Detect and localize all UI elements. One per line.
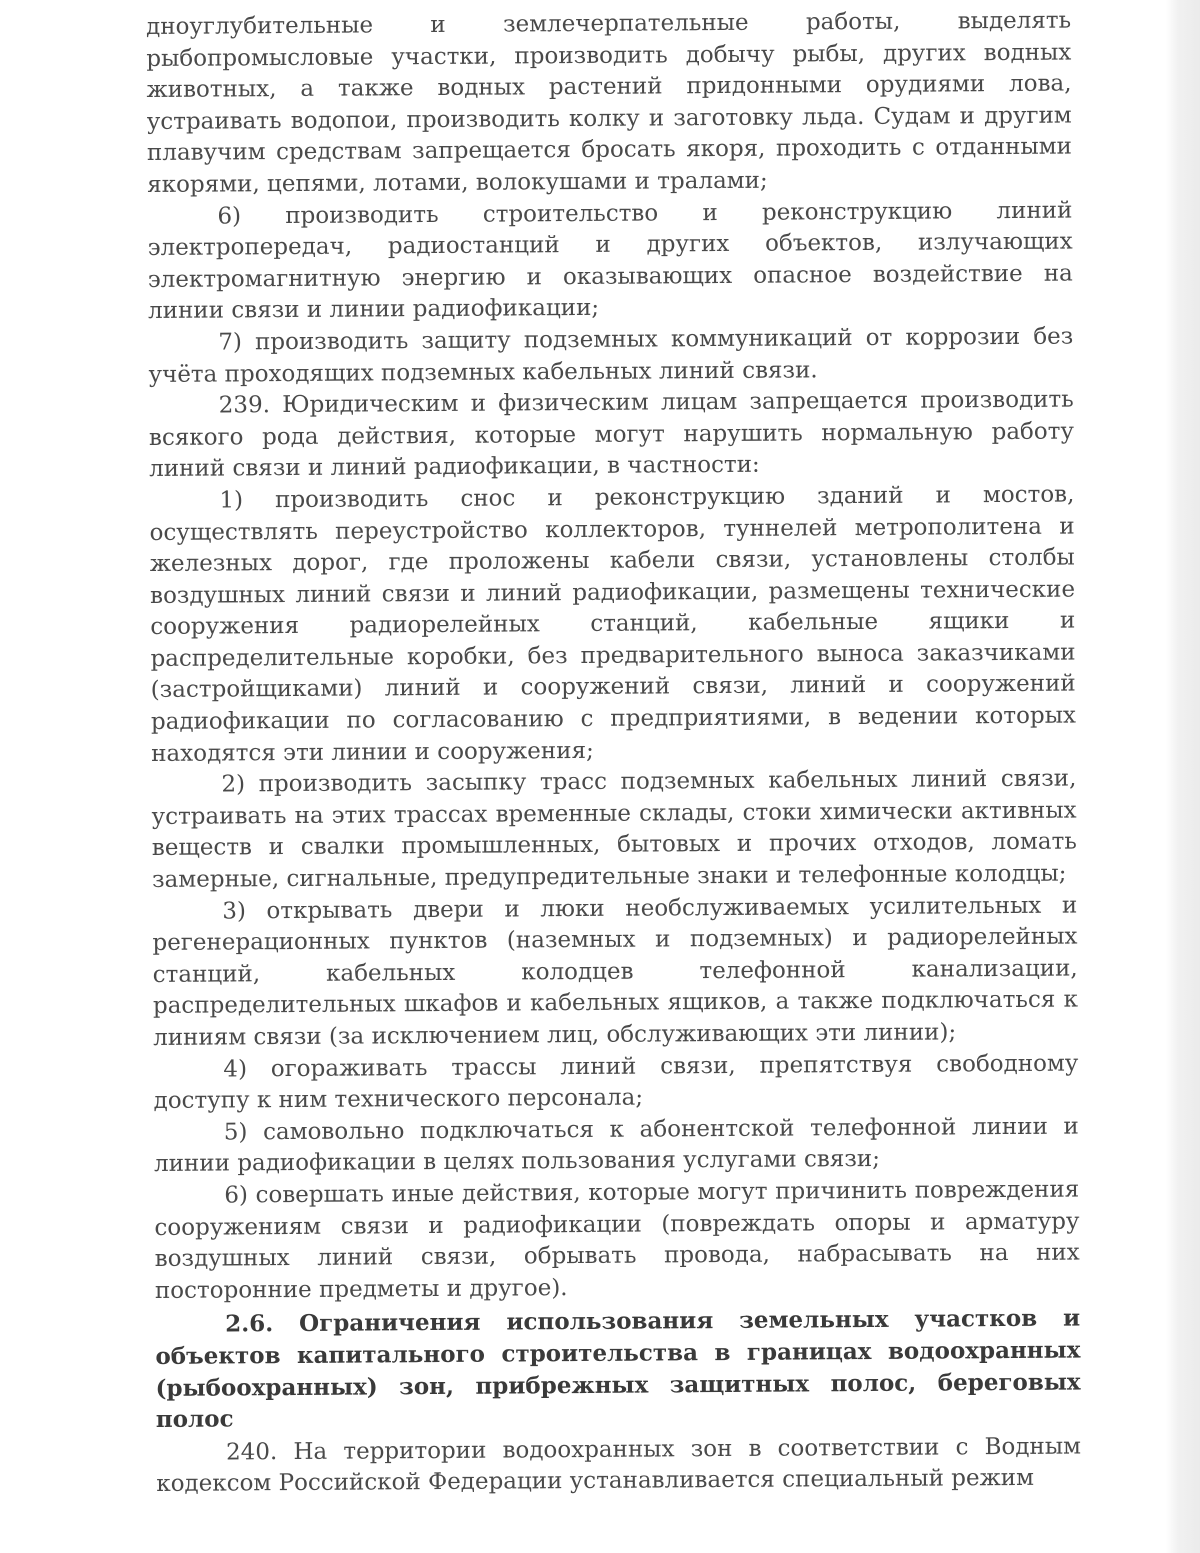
list-item-6-construction: 6) производить строительство и реконструкцию линий электропередач, радиостанций и других объектов, излучающих электромагнитную энергию и оказывающих опасное воздействие на линии связи и линии радиофикации; [147, 197, 1073, 325]
paragraph-continuation: дноуглубительные и землечерпательные работы, выделять рыбопромысловые участки, производить добычу рыбы, других водных животных, а также водных растений придонными орудиями лова, устраивать водопои, производить колку и заготовку льда. Судам и другим плавучим средствам запрещается бросать якоря, проходить с отданными якорями, цепями, лотами, волокушами и тралами; [146, 7, 1073, 198]
list-item-4-fencing: 4) огораживать трассы линий связи, препятствуя свободному доступу к ним технического персонала; [153, 1050, 1079, 1115]
list-item-3-doors: 3) открывать двери и люки необслуживаемых усилительных и регенерационных пунктов (наземных и подземных) и радиорелейных станций, кабельных колодцев телефонной канализации, распределительных шкафов и кабельных ящиков, а также подключаться к линиям связи (за исключением лиц, обслуживающих эти линии); [152, 892, 1079, 1051]
list-item-6-other-actions: 6) совершать иные действия, которые могут причинить повреждения сооружениям связи и радиофикации (повреждать опоры и арматуру воздушных линий связи, обрывать провода, набрасывать на них посторонние предметы и другое). [154, 1176, 1080, 1304]
section-heading-2-6: 2.6. Ограничения использования земельных участков и объектов капитального строительства в границах водоохранных (рыбоохранных) зон, прибрежных защитных полос, береговых полос [155, 1304, 1081, 1434]
document-page [146, 6, 1081, 1501]
list-item-1-demolition: 1) производить снос и реконструкцию зданий и мостов, осуществлять переустройство коллекторов, туннелей метрополитена и железных дорог, где проложены кабели связи, установлены столбы воздушных линий связи и линий радиофикации, размещены технические сооружения радиорелейных станций, кабельные ящики и распределительные коробки, без предварительного выноса заказчиками (застройщиками) линий и сооружений связи, линий и сооружений радиофикации по согласованию с предприятиями, в ведении которых находятся эти линии и сооружения; [149, 481, 1077, 767]
list-item-5-connection: 5) самовольно подключаться к абонентской телефонной линии и линии радиофикации в целях пользования услугами связи; [153, 1113, 1079, 1178]
clause-240: 240. На территории водоохранных зон в соответствии с Водным кодексом Российской Федерации устанавливается специальный режим [156, 1433, 1082, 1498]
scan-edge-shadow [1166, 0, 1200, 1553]
list-item-2-backfill: 2) производить засыпку трасс подземных кабельных линий связи, устраивать на этих трассах временные склады, стоки химически активных веществ и свалки промышленных, бытовых и прочих отходов, ломать замерные, сигнальные, предупредительные знаки и телефонные колодцы; [151, 765, 1077, 894]
clause-239: 239. Юридическим и физическим лицам запрещается производить всякого рода действия, которые могут нарушить нормальную работу линий связи и линий радиофикации, в частности: [148, 386, 1075, 483]
list-item-7-corrosion: 7) производить защиту подземных коммуникаций от коррозии без учёта проходящих подземных кабельных линий связи. [148, 323, 1074, 388]
